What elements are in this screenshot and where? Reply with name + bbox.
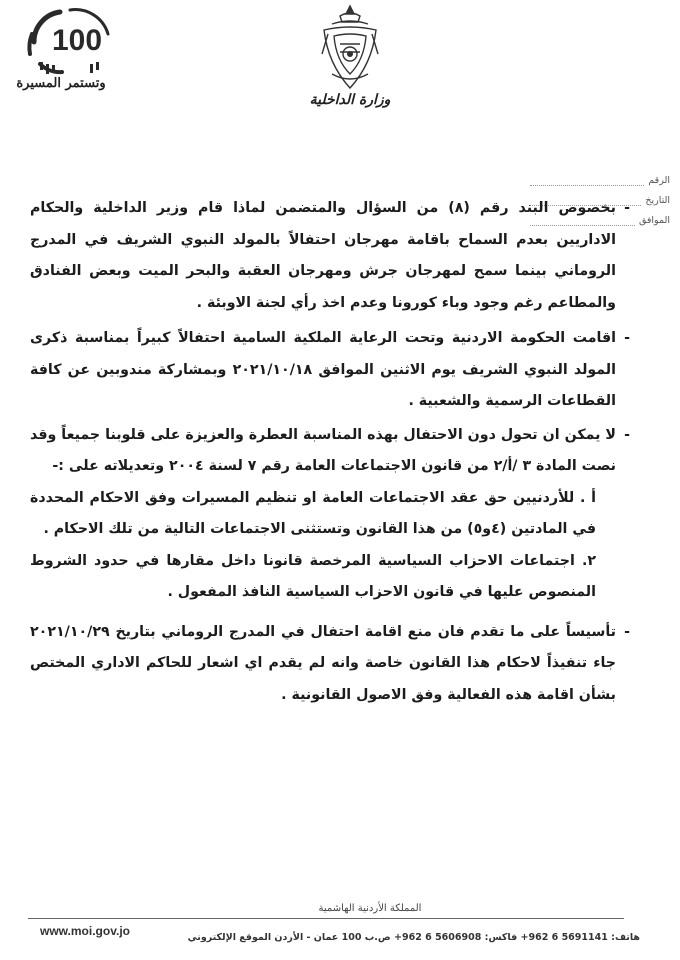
centenary-tagline: وتستمر المسيرة [16,76,106,91]
ref-number-line [530,185,644,186]
ref-date-label: التاريخ [645,195,670,206]
ref-number-label: الرقم [648,175,670,186]
law-clause-a [30,483,630,546]
coat-of-arms-icon [318,4,382,92]
paragraph-question: - بخصوص البند رقم (٨) من السؤال والمتضمن لماذا قام وزير الداخلية والحكام الاداريين بعدم السماح باقامة مهرجان احتفالاً بالمولد النبوي الشريف في المدرج الروماني بينما سمح لمهرجان جرش ومهرجان العقبة والبحر الميت وبعض الفنادق والمطاعم رغم وجود وباء كورونا وعدم اخذ رأي لجنة الاوبئة . [30,193,630,319]
footer-website-link[interactable]: www.moi.gov.jo [40,924,130,938]
paragraph-conclusion: - تأسيساً على ما تقدم فان منع اقامة احتفال في المدرج الروماني بتاريخ ٢٠٢١/١٠/٢٩ جاء تنفيذاً لاحكام هذا القانون خاصة وانه لم يقدم اي اشعار للحاكم الاداري المختص بشأن اقامة هذه الفعالية وفق الاصول القانونية . [30,617,630,712]
ministry-name: وزارة الداخلية [309,92,391,108]
ref-number-field [530,166,670,186]
centenary-number: 100 [51,24,103,57]
footer-organization: المملكة الأردنية الهاشمية [318,903,422,914]
ref-hijri-label: الموافق [638,215,670,226]
paragraph-law-reference: - لا يمكن ان تحول دون الاحتفال بهذه المناسبة العطرة والعزيزة على قلوبنا جميعاً وقد نصت المادة ٣ /أ/٢ من قانون الاجتماعات العامة رقم ٧ لسنة ٢٠٠٤ وتعديلاته على :- [30,420,630,483]
law-clause-2-text: اجتماعات الاحزاب السياسية المرخصة قانونا داخل مقارها في حدود الشروط المنصوص عليها في قانون الاحزاب السياسية النافذ المفعول . [30,552,596,600]
paragraph-government-celebration: - اقامت الحكومة الاردنية وتحت الرعاية الملكية السامية احتفالاً كبيراً بمناسبة ذكرى المولد النبوي الشريف يوم الاثنين الموافق ٢٠٢١/١٠/١٨ وبمشاركة مندوبين عن كافة القطاعات الرسمية والشعبية . [30,323,630,418]
law-clause-2 [30,546,630,609]
law-clause-a-marker: أ . [579,489,596,506]
law-clause-a-text: للأردنيين حق عقد الاجتماعات العامة او تنظيم المسيرات وفق الاحكام المحددة في المادتين (٤و٥) من هذا القانون وتستثنى الاجتماعات التالية من تلك الاحكام . [30,489,596,537]
footer-contact-info: هاتف: 5691141 6 962+ فاكس: 5606908 6 962+ ص.ب 100 عمان - الأردن الموقع الإلكتروني [187,932,640,943]
letter-body [30,193,630,711]
law-clause-2-marker: ٢. [581,552,596,569]
footer-divider [28,918,624,919]
